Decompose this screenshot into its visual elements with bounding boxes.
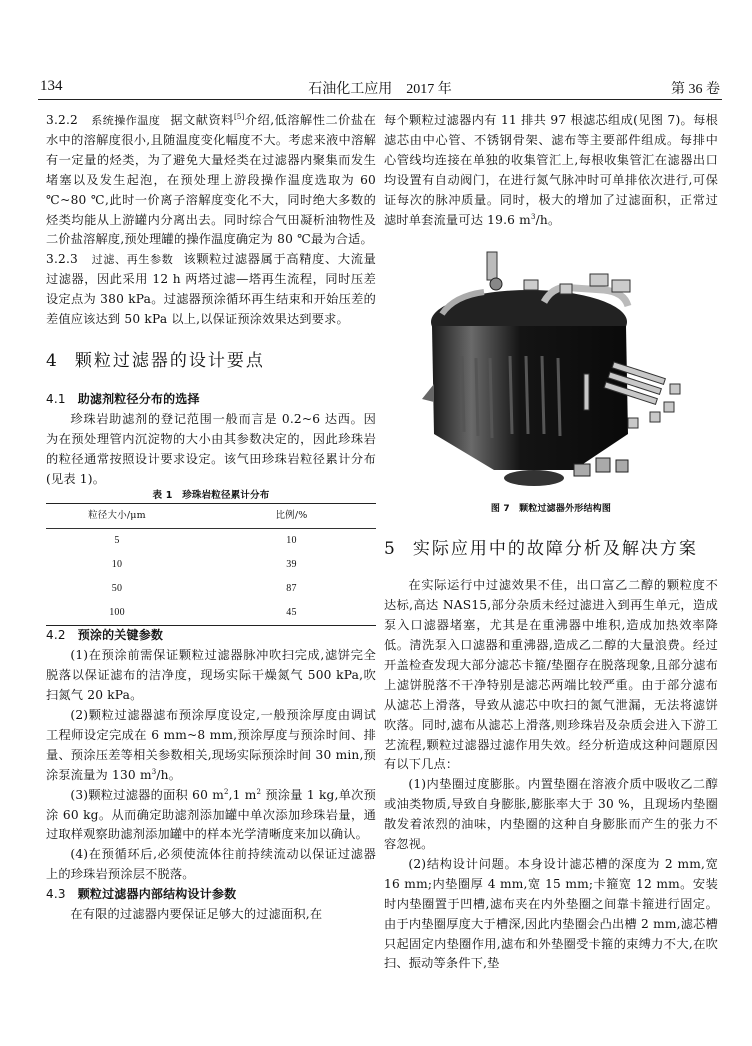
paragraph-text: 每个颗粒过滤器内有 11 排共 97 根滤芯组成(见图 7)。每根滤芯由中心管、不锈钢骨架、滤布等主要部件组成。每排中心管线均连接在单独的收集管汇上,每根收集管汇在滤器出口均设置有自动阀门，在进行氮气脉冲时可单排依次进行,可保证每次的脉冲质量。同时，极大的增加了过滤面积，正常过滤时单套流量可达 19.6 m xyxy=(384,113,718,227)
table-row xyxy=(46,577,376,601)
superscript: 2 xyxy=(256,787,262,796)
section-number: 3.2.2 xyxy=(46,113,79,127)
paragraph-text: 介绍,低溶解性二价盐在水中的溶解度很小,且随温度变化幅度不大。考虑来液中溶解有一定量的烃类，为了避免大量烃类在过滤器内聚集而发生堵塞以及发生起泡，在预处理上游段操作温度选取为 60 ℃~80 ℃,此时一价离子溶解度变化不大，同时绝大多数的烃类均能从上游罐内分离出去。同时综合气田凝析油物性及二价盐溶解度,预处理罐的操作温度确定为 80 ℃最为合适。 xyxy=(46,113,376,247)
table-row xyxy=(46,553,376,577)
table-cell: 50 xyxy=(111,583,123,595)
paragraph-text: 据文献资料 xyxy=(170,113,234,127)
table-cell: 45 xyxy=(207,601,376,626)
paragraph: (1)在预涂前需保证颗粒过滤器脉冲吹扫完成,滤饼完全脱落以保证滤布的洁净度，现场实际干燥氮气 500 kPa,吹扫氮气 20 kPa。 xyxy=(46,648,376,703)
section-4-1-heading xyxy=(46,390,376,410)
table-cell: 39 xyxy=(286,559,297,571)
table-caption: 表 1 珍珠岩粒径累计分布 xyxy=(152,490,270,502)
paragraph-text: (2)颗粒过滤器滤布预涂厚度设定,一般预涂厚度由调试工程师设定完成在 6 mm~8 mm,预涂厚度与预涂时间、排量、预涂压差等相关参数相关,现场实际预涂时间 30 min,预涂泵流量为 130 m xyxy=(46,708,376,782)
volume-label: 第 36 卷 xyxy=(671,82,720,97)
section-number: 4.3 xyxy=(46,887,66,902)
paragraph: 在实际运行中过滤效果不佳，出口富乙二醇的颗粒度不达标,高达 NAS15,部分杂质未经过滤进入到再生单元，造成泵入口滤器堵塞，尤其是在重沸器中堆积,造成加热效率降低。清洗泵入口滤器和重沸器,造成乙二醇的大量浪费。经过开盖检查发现大部分滤芯卡箍/垫圈存在脱落现象,且部分滤布上滤饼脱落不干净特别是滤芯两端比较严重。由于部分滤布从滤芯上滑落，导致从滤芯中吹扫的氮气泄漏，无法将滤饼吹落。同时,滤布从滤芯上滑落,则珍珠岩及杂质会进入下游工艺流程,颗粒过滤器过滤作用失效。经分析造成这种问题原因有以下几点： xyxy=(384,578,718,772)
journal-title: 石油化工应用 2017 年 xyxy=(308,82,452,97)
paragraph xyxy=(384,111,718,230)
paragraph: 在有限的过滤器内要保证足够大的过滤面积,在 xyxy=(70,907,323,922)
section-title: 颗粒过滤器的设计要点 xyxy=(74,350,265,371)
column-header: 粒径大小/μm xyxy=(46,504,207,529)
table-cell: 10 xyxy=(111,559,123,571)
superscript: 2 xyxy=(223,787,229,796)
relief-valve xyxy=(487,252,497,280)
section-title: 预涂的关键参数 xyxy=(77,628,164,643)
section-number: 3.2.3 xyxy=(46,252,79,267)
section-title: 过滤、再生参数 xyxy=(91,253,174,267)
paragraph-text: (3)颗粒过滤器的面积 60 m xyxy=(70,787,224,802)
section-number: 4 xyxy=(46,350,59,371)
bottom-flange xyxy=(504,470,564,486)
paragraph: 珍珠岩助滤剂的登记范围一般而言是 0.2~6 达西。因为在预处理管内沉淀物的大小由其参数决定的，因此珍珠岩的粒径通常按照设计要求设定。该气田珍珠岩粒径累计分布(见表 1)。 xyxy=(46,411,376,486)
page-number: 134 xyxy=(40,78,63,94)
table-row xyxy=(46,529,376,554)
section-5-heading xyxy=(384,540,718,560)
right-column xyxy=(384,111,718,974)
paragraph-text: ,1 m xyxy=(228,787,257,802)
section-3-2-3 xyxy=(46,250,376,330)
particle-filter-illustration xyxy=(384,244,718,494)
section-title: 系统操作温度 xyxy=(91,114,161,127)
section-4-heading xyxy=(46,352,376,372)
superscript: 3 xyxy=(151,767,157,776)
table-cell: 10 xyxy=(286,535,297,547)
left-column xyxy=(46,111,376,925)
paragraph-text: /h。 xyxy=(156,767,182,782)
column-header: 比例/% xyxy=(207,504,376,529)
section-3-2-2 xyxy=(46,111,376,250)
paragraph xyxy=(46,786,376,846)
section-title: 助滤剂粒径分布的选择 xyxy=(77,391,200,406)
particle-size-table xyxy=(46,503,376,626)
table-header-row xyxy=(46,504,376,529)
section-title: 颗粒过滤器内部结构设计参数 xyxy=(77,887,237,902)
table-row xyxy=(46,601,376,626)
reference-mark[interactable]: [5] xyxy=(233,112,245,121)
table-cell: 87 xyxy=(286,583,297,595)
table-cell: 5 xyxy=(114,535,120,547)
figure-7-filter-image xyxy=(384,244,718,494)
section-4-2-heading xyxy=(46,626,376,646)
paragraph: (4)在预循环后,必须使流体往前持续流动以保证过滤器上的珍珠岩预涂层不脱落。 xyxy=(46,847,376,882)
paragraph-text: /h。 xyxy=(535,212,561,227)
vessel-body xyxy=(432,326,628,470)
figure-caption: 图 7 颗粒过滤器外形结构图 xyxy=(490,504,612,515)
section-number: 5 xyxy=(384,539,397,560)
header-rule xyxy=(38,99,722,100)
paragraph xyxy=(46,706,376,786)
section-number: 4.1 xyxy=(46,391,66,406)
paragraph: (1)内垫圈过度膨胀。内置垫圈在溶液介质中吸收乙二醇或油类物质,导致自身膨胀,膨胀率大于 30 %，且现场内垫圈散发着浓烈的油味，内垫圈的这种自身膨胀而产生的张力不容忽视。 xyxy=(384,777,718,852)
superscript: 3 xyxy=(530,212,536,221)
paragraph-text: 预涂量 1 kg,单次预涂 60 kg。从而确定助滤剂添加罐中单次添加珍珠岩量，通过取样观察助滤剂添加罐中的样本光学清晰度来加以确认。 xyxy=(46,787,377,842)
paragraph-text: 该颗粒过滤器属于高精度、大流量过滤器，因此采用 12 h 两塔过滤—塔再生流程，同时压差设定点为 380 kPa。过滤器预涂循环再生结束和开始压差的差值应该达到 50 kPa 以上,以保证预涂效果达到要求。 xyxy=(46,252,376,327)
table-cell: 100 xyxy=(46,601,207,626)
running-header xyxy=(40,74,720,98)
section-number: 4.2 xyxy=(46,628,66,643)
paragraph: (2)结构设计问题。本身设计滤芯槽的深度为 2 mm,宽 16 mm;内垫圈厚 4 mm,宽 15 mm;卡箍宽 12 mm。安装时内垫圈置于凹槽,滤布夹在内外垫圈之间靠卡箍进行固定。由于内垫圈厚度大于槽深,因此内垫圈会凸出槽 2 mm,滤芯槽只起固定内垫圈作用,滤布和外垫圈受卡箍的束缚力不大,在吹扫、振动等条件下,垫 xyxy=(384,856,718,971)
section-title: 实际应用中的故障分析及解决方案 xyxy=(412,539,698,560)
section-4-3-heading xyxy=(46,885,376,905)
